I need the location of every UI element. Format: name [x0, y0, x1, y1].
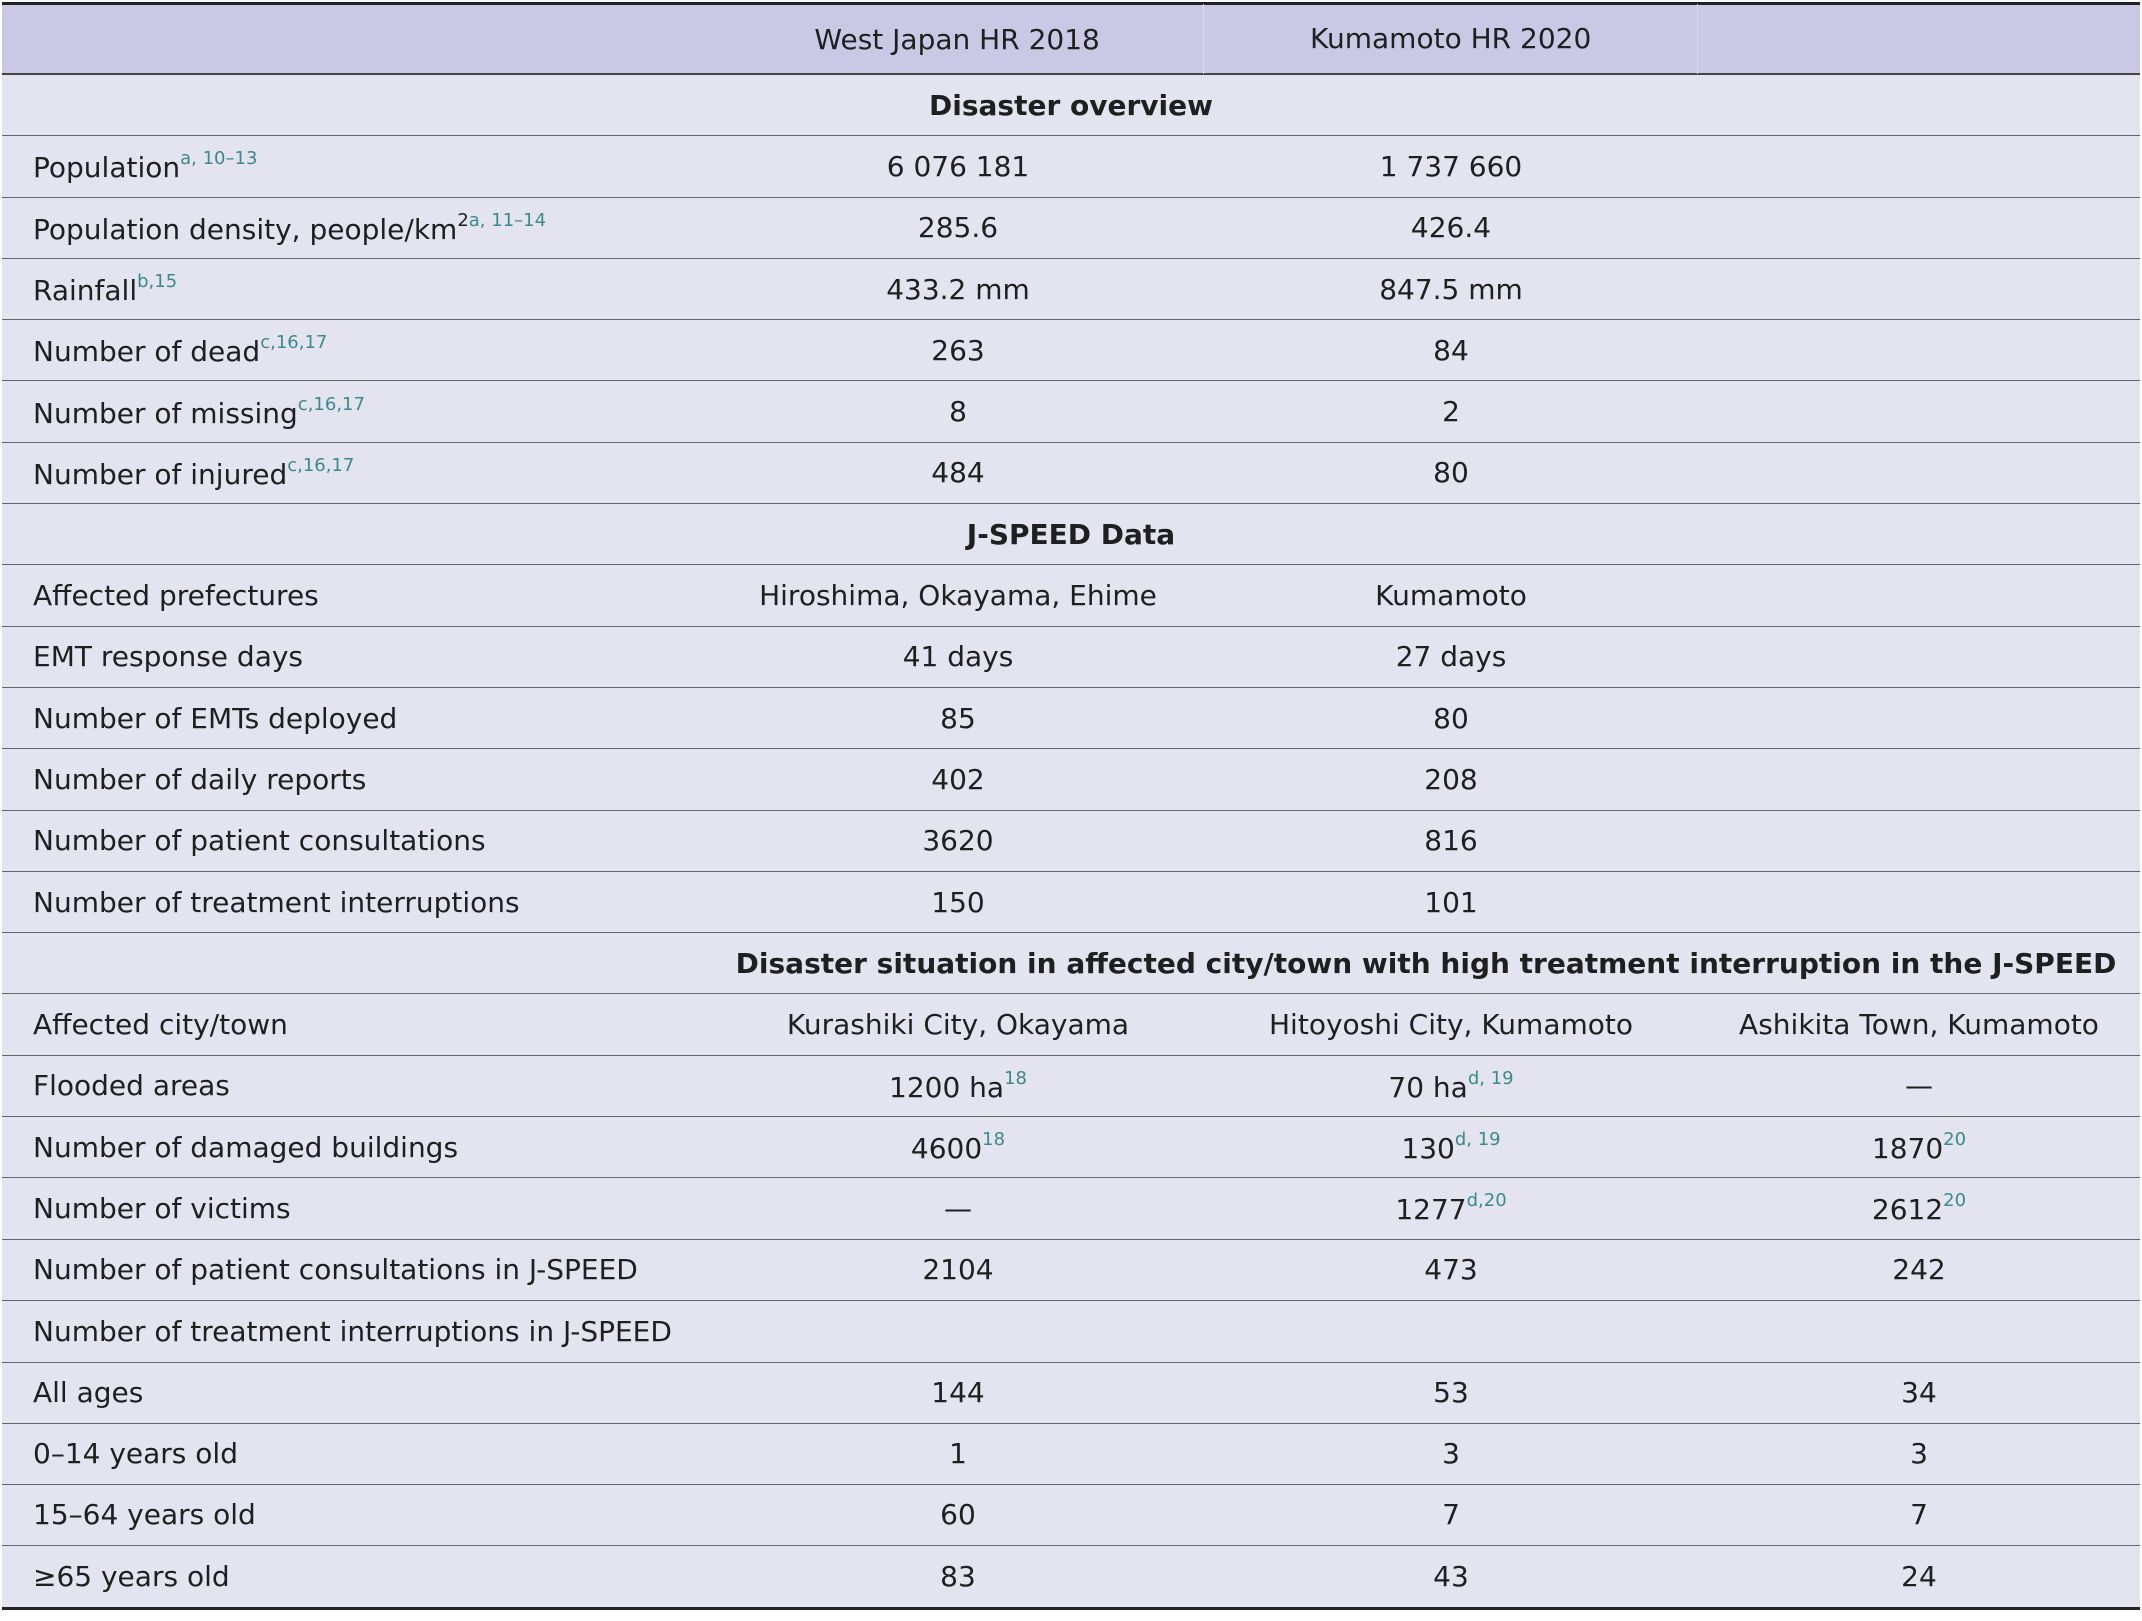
table-row: [2, 994, 2140, 1055]
section-row-city: [2, 933, 2140, 994]
table-row: [2, 259, 2140, 320]
cell-value: 402: [931, 762, 985, 796]
cell-value: 473: [1424, 1253, 1478, 1287]
section-row-overview: [2, 75, 2140, 136]
table-row: [2, 443, 2140, 504]
row-label: Number of daily reports: [33, 762, 367, 796]
section-title: J-SPEED Data: [966, 517, 1176, 551]
cell-value: 2104: [922, 1253, 994, 1287]
table-row: [2, 1362, 2140, 1423]
cell-value: 8: [949, 395, 967, 429]
footnote-ref: d, 19: [1467, 1067, 1514, 1089]
cell-value: 1277: [1395, 1193, 1467, 1227]
row-label: EMT response days: [33, 640, 304, 674]
cell-value: 70 ha: [1388, 1070, 1468, 1104]
cell-value: 1 737 660: [1379, 149, 1523, 183]
cell-value: 84: [1433, 333, 1469, 367]
row-label: Number of patient consultations: [33, 824, 486, 858]
section-title: Disaster situation in affected city/town with high treatment interruption in the J-SPEED: [735, 946, 2117, 980]
footnote-ref: 20: [1943, 1190, 1967, 1212]
cell-value: 242: [1892, 1253, 1946, 1287]
cell-value: 80: [1433, 701, 1469, 735]
cell-value: 433.2 mm: [886, 272, 1030, 306]
cell-value: 426.4: [1410, 211, 1492, 245]
cell-value: 7: [1442, 1498, 1460, 1532]
cell-value: 43: [1433, 1560, 1469, 1594]
data-table: [2, 2, 2140, 1610]
table-row: [2, 627, 2140, 688]
table-row: [2, 1546, 2140, 1607]
table-row: [2, 1301, 2140, 1362]
row-label: Affected city/town: [33, 1008, 288, 1042]
table-row: [2, 1117, 2140, 1178]
cell-value: 2: [1442, 395, 1460, 429]
footnote-ref: 18: [982, 1129, 1006, 1151]
cell-value: 285.6: [917, 211, 999, 245]
table-row: [2, 198, 2140, 259]
table-row: [2, 872, 2140, 933]
row-label: Population density, people/km: [33, 212, 458, 246]
cell-value: 3: [1442, 1437, 1460, 1471]
cell-value: 53: [1433, 1376, 1469, 1410]
footnote-ref: d, 19: [1454, 1129, 1501, 1151]
cell-value: 2612: [1871, 1193, 1944, 1227]
cell-value: Kurashiki City, Okayama: [786, 1008, 1130, 1042]
cell-value: 60: [940, 1498, 976, 1532]
cell-value: 130: [1401, 1132, 1455, 1166]
table-row: [2, 688, 2140, 749]
table-row: [2, 1424, 2140, 1485]
table-row: [2, 811, 2140, 872]
header-kumamoto: Kumamoto HR 2020: [1203, 4, 1699, 74]
header-west-japan: West Japan HR 2018: [814, 22, 1100, 56]
row-label: Number of damaged buildings: [33, 1130, 459, 1164]
cell-value: 1200 ha: [889, 1070, 1005, 1104]
table-row: [2, 749, 2140, 810]
cell-value: 83: [940, 1560, 976, 1594]
cell-value: 27 days: [1395, 640, 1507, 674]
footnote-ref: c,16,17: [287, 454, 355, 476]
cell-value: —: [1905, 1069, 1933, 1103]
cell-value: Hiroshima, Okayama, Ehime: [759, 579, 1157, 613]
row-label: All ages: [33, 1376, 144, 1410]
table-row: [2, 1240, 2140, 1301]
footnote-ref: d,20: [1466, 1190, 1507, 1212]
table-row: [2, 1056, 2140, 1117]
cell-value: 3620: [922, 824, 994, 858]
unit-exponent: 2: [457, 209, 469, 231]
row-label: Population: [33, 151, 181, 185]
table-header-row: [2, 5, 2140, 75]
footnote-ref: c,16,17: [260, 332, 328, 354]
row-label: Flooded areas: [33, 1069, 230, 1103]
row-label: Number of dead: [33, 335, 261, 369]
table-row: [2, 1178, 2140, 1239]
footnote-ref: 18: [1004, 1067, 1027, 1089]
cell-value: 263: [931, 333, 985, 367]
cell-value: 1: [949, 1437, 967, 1471]
cell-value: 7: [1910, 1498, 1928, 1532]
cell-value: 484: [931, 456, 985, 490]
cell-value: 85: [940, 701, 976, 735]
cell-value: 208: [1424, 762, 1478, 796]
cell-value: Kumamoto: [1375, 579, 1527, 613]
row-label: Rainfall: [33, 274, 138, 308]
table-row: [2, 1485, 2140, 1546]
footnote-ref: b,15: [137, 271, 178, 293]
cell-value: 3: [1910, 1437, 1928, 1471]
row-label: ≥65 years old: [33, 1560, 230, 1594]
section-row-jspeed: [2, 504, 2140, 565]
cell-value: 6 076 181: [886, 149, 1030, 183]
table-row: [2, 136, 2140, 197]
footnote-ref: c,16,17: [297, 393, 365, 415]
table-row: [2, 381, 2140, 442]
cell-value: 41 days: [902, 640, 1014, 674]
cell-value: —: [944, 1191, 972, 1225]
row-label: Number of treatment interruptions in J-SPEED: [33, 1315, 672, 1349]
footnote-ref: a, 11–14: [468, 209, 547, 231]
cell-value: 34: [1901, 1376, 1937, 1410]
cell-value: 847.5 mm: [1379, 272, 1523, 306]
table-row: [2, 565, 2140, 626]
row-label: Number of victims: [33, 1191, 291, 1225]
footnote-ref: 20: [1943, 1129, 1967, 1151]
cell-value: 24: [1901, 1560, 1937, 1594]
cell-value: 4600: [910, 1132, 983, 1166]
cell-value: Ashikita Town, Kumamoto: [1739, 1008, 2099, 1042]
cell-value: 816: [1424, 824, 1478, 858]
row-label: Number of EMTs deployed: [33, 701, 398, 735]
table-row: [2, 320, 2140, 381]
section-title: Disaster overview: [929, 88, 1213, 122]
cell-value: 150: [931, 885, 985, 919]
cell-value: 1870: [1871, 1132, 1944, 1166]
row-label: Number of treatment interruptions: [33, 885, 520, 919]
row-label: Number of injured: [33, 457, 288, 491]
cell-value: 144: [931, 1376, 985, 1410]
row-label: 15–64 years old: [33, 1498, 256, 1532]
row-label: 0–14 years old: [33, 1437, 238, 1471]
row-label: Affected prefectures: [33, 579, 319, 613]
row-label: Number of patient consultations in J-SPEED: [33, 1253, 638, 1287]
cell-value: 80: [1433, 456, 1469, 490]
row-label: Number of missing: [33, 396, 298, 430]
cell-value: 101: [1424, 885, 1478, 919]
footnote-ref: a, 10–13: [180, 148, 258, 170]
cell-value: Hitoyoshi City, Kumamoto: [1269, 1008, 1633, 1042]
